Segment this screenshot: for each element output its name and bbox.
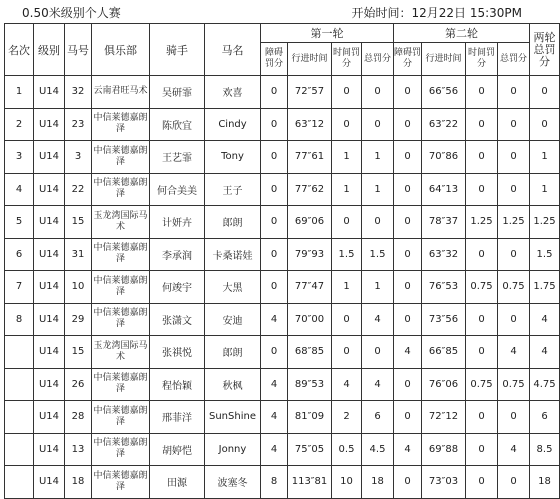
table-row <box>5 466 560 499</box>
cell-rank: 3 <box>5 141 34 174</box>
cell-r1-total: 4 <box>362 368 394 401</box>
cell-r1-obstacle: 0 <box>261 271 288 304</box>
cell-rank <box>5 368 34 401</box>
cell-r1-total: 4 <box>362 303 394 336</box>
cell-number: 3 <box>65 141 92 174</box>
cell-r1-obstacle: 0 <box>261 76 288 109</box>
cell-r2-obstacle: 0 <box>394 303 422 336</box>
cell-overall-total: 4.75 <box>530 368 560 401</box>
cell-level: U14 <box>34 336 65 369</box>
cell-rank: 5 <box>5 206 34 239</box>
cell-level: U14 <box>34 238 65 271</box>
cell-r2-time-penalty: 0.75 <box>466 368 498 401</box>
cell-r2-total: 0 <box>498 466 530 499</box>
cell-r2-time-penalty: 1.25 <box>466 206 498 239</box>
cell-r2-time-penalty: 0 <box>466 303 498 336</box>
cell-overall-total: 4 <box>530 336 560 369</box>
sub-col-r1-time-penalty: 时间罚分 <box>332 43 362 76</box>
cell-r1-time-penalty: 1 <box>332 271 362 304</box>
cell-horse: 波塞冬 <box>205 466 261 499</box>
cell-horse: Tony <box>205 141 261 174</box>
cell-r2-obstacle: 0 <box>394 173 422 206</box>
sub-col-r1-obstacle: 障碍罚分 <box>261 43 288 76</box>
cell-r2-time: 76″53 <box>422 271 466 304</box>
cell-rank <box>5 433 34 466</box>
cell-r1-time: 89″53 <box>288 368 332 401</box>
cell-r1-time: 113″81 <box>288 466 332 499</box>
cell-level: U14 <box>34 368 65 401</box>
cell-r1-obstacle: 0 <box>261 108 288 141</box>
cell-club: 玉龙湾国际马术 <box>92 206 150 239</box>
table-row <box>5 108 560 141</box>
start-time-label: 开始时间： <box>351 6 412 20</box>
cell-r2-time-penalty: 0 <box>466 466 498 499</box>
cell-r1-obstacle: 0 <box>261 206 288 239</box>
cell-r2-time: 66″56 <box>422 76 466 109</box>
cell-r1-obstacle: 0 <box>261 336 288 369</box>
cell-rank <box>5 401 34 434</box>
cell-horse: 卡桑诺娃 <box>205 238 261 271</box>
cell-r2-total: 0.75 <box>498 271 530 304</box>
cell-r1-time: 68″85 <box>288 336 332 369</box>
cell-club: 中信莱德嘉朗泽 <box>92 401 150 434</box>
sub-col-r1-total: 总罚分 <box>362 43 394 76</box>
cell-r1-obstacle: 0 <box>261 238 288 271</box>
cell-r2-time-penalty: 0.75 <box>466 271 498 304</box>
cell-r2-total: 0 <box>498 238 530 271</box>
cell-r1-total: 0 <box>362 336 394 369</box>
cell-horse: 郎朗 <box>205 336 261 369</box>
table-row <box>5 238 560 271</box>
cell-number: 32 <box>65 76 92 109</box>
cell-r2-time-penalty: 0 <box>466 433 498 466</box>
cell-r2-time: 63″32 <box>422 238 466 271</box>
cell-r1-obstacle: 8 <box>261 466 288 499</box>
cell-rider: 吴研霏 <box>150 76 205 109</box>
cell-overall-total: 4 <box>530 303 560 336</box>
sub-col-r2-total: 总罚分 <box>498 43 530 76</box>
cell-r1-time: 72″57 <box>288 76 332 109</box>
cell-r1-time: 77″62 <box>288 173 332 206</box>
cell-number: 31 <box>65 238 92 271</box>
cell-rider: 陈欣宜 <box>150 108 205 141</box>
cell-club: 中信莱德嘉朗泽 <box>92 108 150 141</box>
cell-overall-total: 1.5 <box>530 238 560 271</box>
cell-r2-obstacle: 0 <box>394 368 422 401</box>
cell-r1-time-penalty: 0.5 <box>332 433 362 466</box>
cell-level: U14 <box>34 271 65 304</box>
cell-number: 29 <box>65 303 92 336</box>
cell-r1-time-penalty: 0 <box>332 206 362 239</box>
start-time <box>351 4 522 21</box>
cell-r1-time-penalty: 0 <box>332 303 362 336</box>
cell-r1-obstacle: 0 <box>261 173 288 206</box>
table-row <box>5 336 560 369</box>
cell-level: U14 <box>34 466 65 499</box>
cell-r2-total: 4 <box>498 336 530 369</box>
cell-r1-total: 0 <box>362 108 394 141</box>
cell-rank <box>5 336 34 369</box>
cell-r1-time-penalty: 4 <box>332 368 362 401</box>
cell-horse: 安迪 <box>205 303 261 336</box>
cell-rank <box>5 466 34 499</box>
cell-r2-obstacle: 4 <box>394 336 422 369</box>
cell-number: 23 <box>65 108 92 141</box>
cell-r1-time-penalty: 0 <box>332 108 362 141</box>
cell-r2-time: 63″22 <box>422 108 466 141</box>
cell-overall-total: 18 <box>530 466 560 499</box>
sub-col-r2-time-penalty: 时间罚分 <box>466 43 498 76</box>
cell-r1-time: 70″00 <box>288 303 332 336</box>
cell-r1-total: 0 <box>362 76 394 109</box>
cell-rider: 田源 <box>150 466 205 499</box>
col-horse: 马名 <box>205 24 261 76</box>
cell-r2-time-penalty: 0 <box>466 76 498 109</box>
cell-r1-time: 81″09 <box>288 401 332 434</box>
cell-horse: 欢喜 <box>205 76 261 109</box>
cell-r2-total: 0.75 <box>498 368 530 401</box>
col-total: 两轮总罚分 <box>530 24 560 76</box>
page-header <box>0 0 544 22</box>
cell-r2-obstacle: 0 <box>394 141 422 174</box>
start-time-value: 12月22日 15:30PM <box>411 6 522 20</box>
col-round1: 第一轮 <box>261 24 394 43</box>
table-row <box>5 368 560 401</box>
cell-r2-obstacle: 4 <box>394 433 422 466</box>
cell-r2-total: 0 <box>498 108 530 141</box>
table-row <box>5 401 560 434</box>
cell-r1-time-penalty: 1.5 <box>332 238 362 271</box>
cell-horse: 郎朗 <box>205 206 261 239</box>
cell-horse: 王子 <box>205 173 261 206</box>
cell-rank: 1 <box>5 76 34 109</box>
cell-r2-obstacle: 0 <box>394 466 422 499</box>
cell-rider: 程怡颖 <box>150 368 205 401</box>
cell-r1-obstacle: 4 <box>261 433 288 466</box>
cell-level: U14 <box>34 173 65 206</box>
cell-r2-obstacle: 0 <box>394 271 422 304</box>
table-row <box>5 271 560 304</box>
cell-club: 中信莱德嘉朗泽 <box>92 368 150 401</box>
cell-horse: 秋枫 <box>205 368 261 401</box>
cell-club: 中信莱德嘉朗泽 <box>92 303 150 336</box>
cell-r2-total: 0 <box>498 303 530 336</box>
cell-r2-time: 69″88 <box>422 433 466 466</box>
cell-r1-time-penalty: 1 <box>332 173 362 206</box>
cell-r1-total: 4.5 <box>362 433 394 466</box>
cell-overall-total: 1.25 <box>530 206 560 239</box>
col-rank: 名次 <box>5 24 34 76</box>
cell-r2-time-penalty: 0 <box>466 173 498 206</box>
cell-overall-total: 1 <box>530 173 560 206</box>
cell-club: 中信莱德嘉朗泽 <box>92 271 150 304</box>
cell-r1-total: 6 <box>362 401 394 434</box>
cell-number: 13 <box>65 433 92 466</box>
cell-level: U14 <box>34 108 65 141</box>
col-rider: 骑手 <box>150 24 205 76</box>
cell-r2-time: 73″56 <box>422 303 466 336</box>
sub-col-r2-time: 行进时间 <box>422 43 466 76</box>
table-row <box>5 206 560 239</box>
cell-level: U14 <box>34 76 65 109</box>
cell-r2-obstacle: 0 <box>394 206 422 239</box>
cell-overall-total: 0 <box>530 108 560 141</box>
cell-r2-obstacle: 0 <box>394 108 422 141</box>
cell-r2-time: 66″85 <box>422 336 466 369</box>
sub-col-r1-time: 行进时间 <box>288 43 332 76</box>
table-row <box>5 303 560 336</box>
cell-r1-total: 0 <box>362 206 394 239</box>
table-row <box>5 433 560 466</box>
cell-r1-time: 69″06 <box>288 206 332 239</box>
col-level: 级别 <box>34 24 65 76</box>
sub-col-r2-obstacle: 障碍罚分 <box>394 43 422 76</box>
cell-r2-obstacle: 0 <box>394 238 422 271</box>
cell-r2-time: 72″12 <box>422 401 466 434</box>
cell-overall-total: 1.75 <box>530 271 560 304</box>
cell-r1-time: 75″05 <box>288 433 332 466</box>
cell-overall-total: 1 <box>530 141 560 174</box>
cell-r1-obstacle: 0 <box>261 141 288 174</box>
cell-r2-obstacle: 0 <box>394 76 422 109</box>
cell-r1-obstacle: 4 <box>261 303 288 336</box>
cell-rank: 4 <box>5 173 34 206</box>
cell-number: 22 <box>65 173 92 206</box>
cell-club: 中信莱德嘉朗泽 <box>92 466 150 499</box>
col-club: 俱乐部 <box>92 24 150 76</box>
cell-rider: 何竣宇 <box>150 271 205 304</box>
cell-overall-total: 6 <box>530 401 560 434</box>
cell-r2-total: 0 <box>498 401 530 434</box>
cell-level: U14 <box>34 303 65 336</box>
cell-r1-time-penalty: 0 <box>332 76 362 109</box>
cell-r2-obstacle: 0 <box>394 401 422 434</box>
cell-r2-time: 70″86 <box>422 141 466 174</box>
cell-r1-time: 77″47 <box>288 271 332 304</box>
cell-r2-total: 0 <box>498 76 530 109</box>
cell-r2-time-penalty: 0 <box>466 336 498 369</box>
cell-r2-time: 73″03 <box>422 466 466 499</box>
cell-r1-total: 1 <box>362 271 394 304</box>
cell-r1-time-penalty: 0 <box>332 336 362 369</box>
cell-rank: 2 <box>5 108 34 141</box>
cell-r2-total: 0 <box>498 173 530 206</box>
cell-club: 中信莱德嘉朗泽 <box>92 173 150 206</box>
results-table <box>4 23 560 499</box>
cell-rider: 王艺霏 <box>150 141 205 174</box>
cell-rank: 6 <box>5 238 34 271</box>
cell-r1-time: 79″93 <box>288 238 332 271</box>
cell-r1-total: 1.5 <box>362 238 394 271</box>
cell-r2-time-penalty: 0 <box>466 401 498 434</box>
cell-number: 10 <box>65 271 92 304</box>
cell-r2-time-penalty: 0 <box>466 238 498 271</box>
cell-club: 中信莱德嘉朗泽 <box>92 141 150 174</box>
cell-number: 15 <box>65 206 92 239</box>
cell-rider: 李承润 <box>150 238 205 271</box>
cell-r2-time: 76″06 <box>422 368 466 401</box>
cell-r2-time: 64″13 <box>422 173 466 206</box>
cell-number: 18 <box>65 466 92 499</box>
page-title: 0.50米级别个人赛 <box>22 6 121 20</box>
cell-r2-total: 1.25 <box>498 206 530 239</box>
cell-level: U14 <box>34 401 65 434</box>
cell-rider: 张祺悦 <box>150 336 205 369</box>
cell-rank: 7 <box>5 271 34 304</box>
cell-r2-time: 78″37 <box>422 206 466 239</box>
cell-level: U14 <box>34 206 65 239</box>
cell-horse: 大黑 <box>205 271 261 304</box>
cell-club: 云南君旺马术 <box>92 76 150 109</box>
cell-r2-total: 0 <box>498 141 530 174</box>
cell-r1-time: 63″12 <box>288 108 332 141</box>
cell-overall-total: 8.5 <box>530 433 560 466</box>
cell-r2-total: 4 <box>498 433 530 466</box>
cell-horse: SunShine <box>205 401 261 434</box>
table-row <box>5 76 560 109</box>
cell-r1-time-penalty: 10 <box>332 466 362 499</box>
cell-r1-time-penalty: 1 <box>332 141 362 174</box>
cell-r1-total: 18 <box>362 466 394 499</box>
cell-overall-total: 0 <box>530 76 560 109</box>
cell-number: 15 <box>65 336 92 369</box>
cell-number: 28 <box>65 401 92 434</box>
cell-club: 中信莱德嘉朗泽 <box>92 238 150 271</box>
cell-r1-time-penalty: 2 <box>332 401 362 434</box>
cell-level: U14 <box>34 433 65 466</box>
cell-r1-time: 77″61 <box>288 141 332 174</box>
table-row <box>5 173 560 206</box>
cell-club: 中信莱德嘉朗泽 <box>92 433 150 466</box>
cell-rider: 张潇文 <box>150 303 205 336</box>
cell-horse: Jonny <box>205 433 261 466</box>
cell-rider: 邢菲洋 <box>150 401 205 434</box>
cell-number: 26 <box>65 368 92 401</box>
cell-r2-time-penalty: 0 <box>466 141 498 174</box>
cell-level: U14 <box>34 141 65 174</box>
cell-rank: 8 <box>5 303 34 336</box>
cell-r1-obstacle: 4 <box>261 368 288 401</box>
col-round2: 第二轮 <box>394 24 530 43</box>
cell-r2-time-penalty: 0 <box>466 108 498 141</box>
table-row <box>5 141 560 174</box>
cell-rider: 计妍卉 <box>150 206 205 239</box>
col-number: 马号 <box>65 24 92 76</box>
cell-r1-total: 1 <box>362 173 394 206</box>
cell-horse: Cindy <box>205 108 261 141</box>
cell-r1-total: 1 <box>362 141 394 174</box>
cell-rider: 胡婷恺 <box>150 433 205 466</box>
cell-club: 玉龙湾国际马术 <box>92 336 150 369</box>
cell-r1-obstacle: 4 <box>261 401 288 434</box>
cell-rider: 何合美美 <box>150 173 205 206</box>
